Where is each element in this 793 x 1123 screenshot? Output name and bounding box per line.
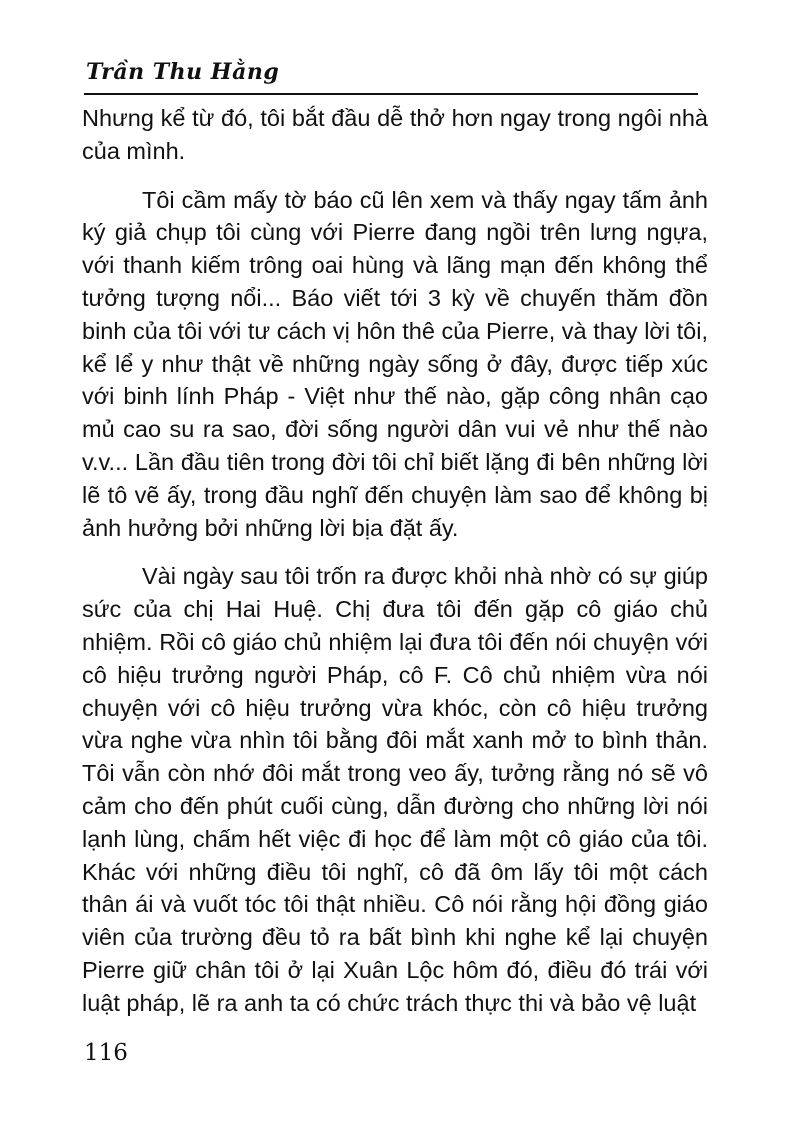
paragraph-2: Tôi cầm mấy tờ báo cũ lên xem và thấy ngay tấm ảnh ký giả chụp tôi cùng với Pierre đang ngồi trên lưng ngựa, với thanh kiếm trông oai hùng và lãng mạn đến không thể tưởng tượng nổi... Báo viết tới 3 kỳ về chuyến thăm đồn binh của tôi với tư cách vị hôn thê của Pierre, và thay lời tôi, kể lể y như thật về những ngày sống ở đây, được tiếp xúc với binh lính Pháp - Việt như thế nào, gặp công nhân cạo mủ cao su ra sao, đời sống người dân vui vẻ như thế nào v.v... Lần đầu tiên trong đời tôi chỉ biết lặng đi bên những lời lẽ tô vẽ ấy, trong đầu nghĩ đến chuyện làm sao để không bị ảnh hưởng bởi những lời bịa đặt ấy. xyxy=(82,186,708,541)
paragraph-1: Nhưng kể từ đó, tôi bắt đầu dễ thở hơn ngay trong ngôi nhà của mình. xyxy=(82,105,708,164)
body-text xyxy=(82,102,708,1020)
running-head xyxy=(84,55,698,95)
author-name: Trần Thu Hằng xyxy=(86,59,280,85)
paragraph-3: Vài ngày sau tôi trốn ra được khỏi nhà nhờ có sự giúp sức của chị Hai Huệ. Chị đưa tôi đến gặp cô giáo chủ nhiệm. Rồi cô giáo chủ nhiệm lại đưa tôi đến nói chuyện với cô hiệu trưởng người Pháp, cô F. Cô chủ nhiệm vừa nói chuyện với cô hiệu trưởng vừa khóc, còn cô hiệu trưởng vừa nghe vừa nhìn tôi bằng đôi mắt xanh mở to bình thản. Tôi vẫn còn nhớ đôi mắt trong veo ấy, tưởng rằng nó sẽ vô cảm cho đến phút cuối cùng, dẫn đường cho những lời nói lạnh lùng, chấm hết việc đi học để làm một cô giáo của tôi. Khác với những điều tôi nghĩ, cô đã ôm lấy tôi một cách thân ái và vuốt tóc tôi thật nhiều. Cô nói rằng hội đồng giáo viên của trường đều tỏ ra bất bình khi nghe kể lại chuyện Pierre giữ chân tôi ở lại Xuân Lộc hôm đó, điều đó trái với luật pháp, lẽ ra anh ta có chức trách thực thi và bảo vệ luật xyxy=(82,563,708,1016)
page-number: 116 xyxy=(84,1040,128,1066)
